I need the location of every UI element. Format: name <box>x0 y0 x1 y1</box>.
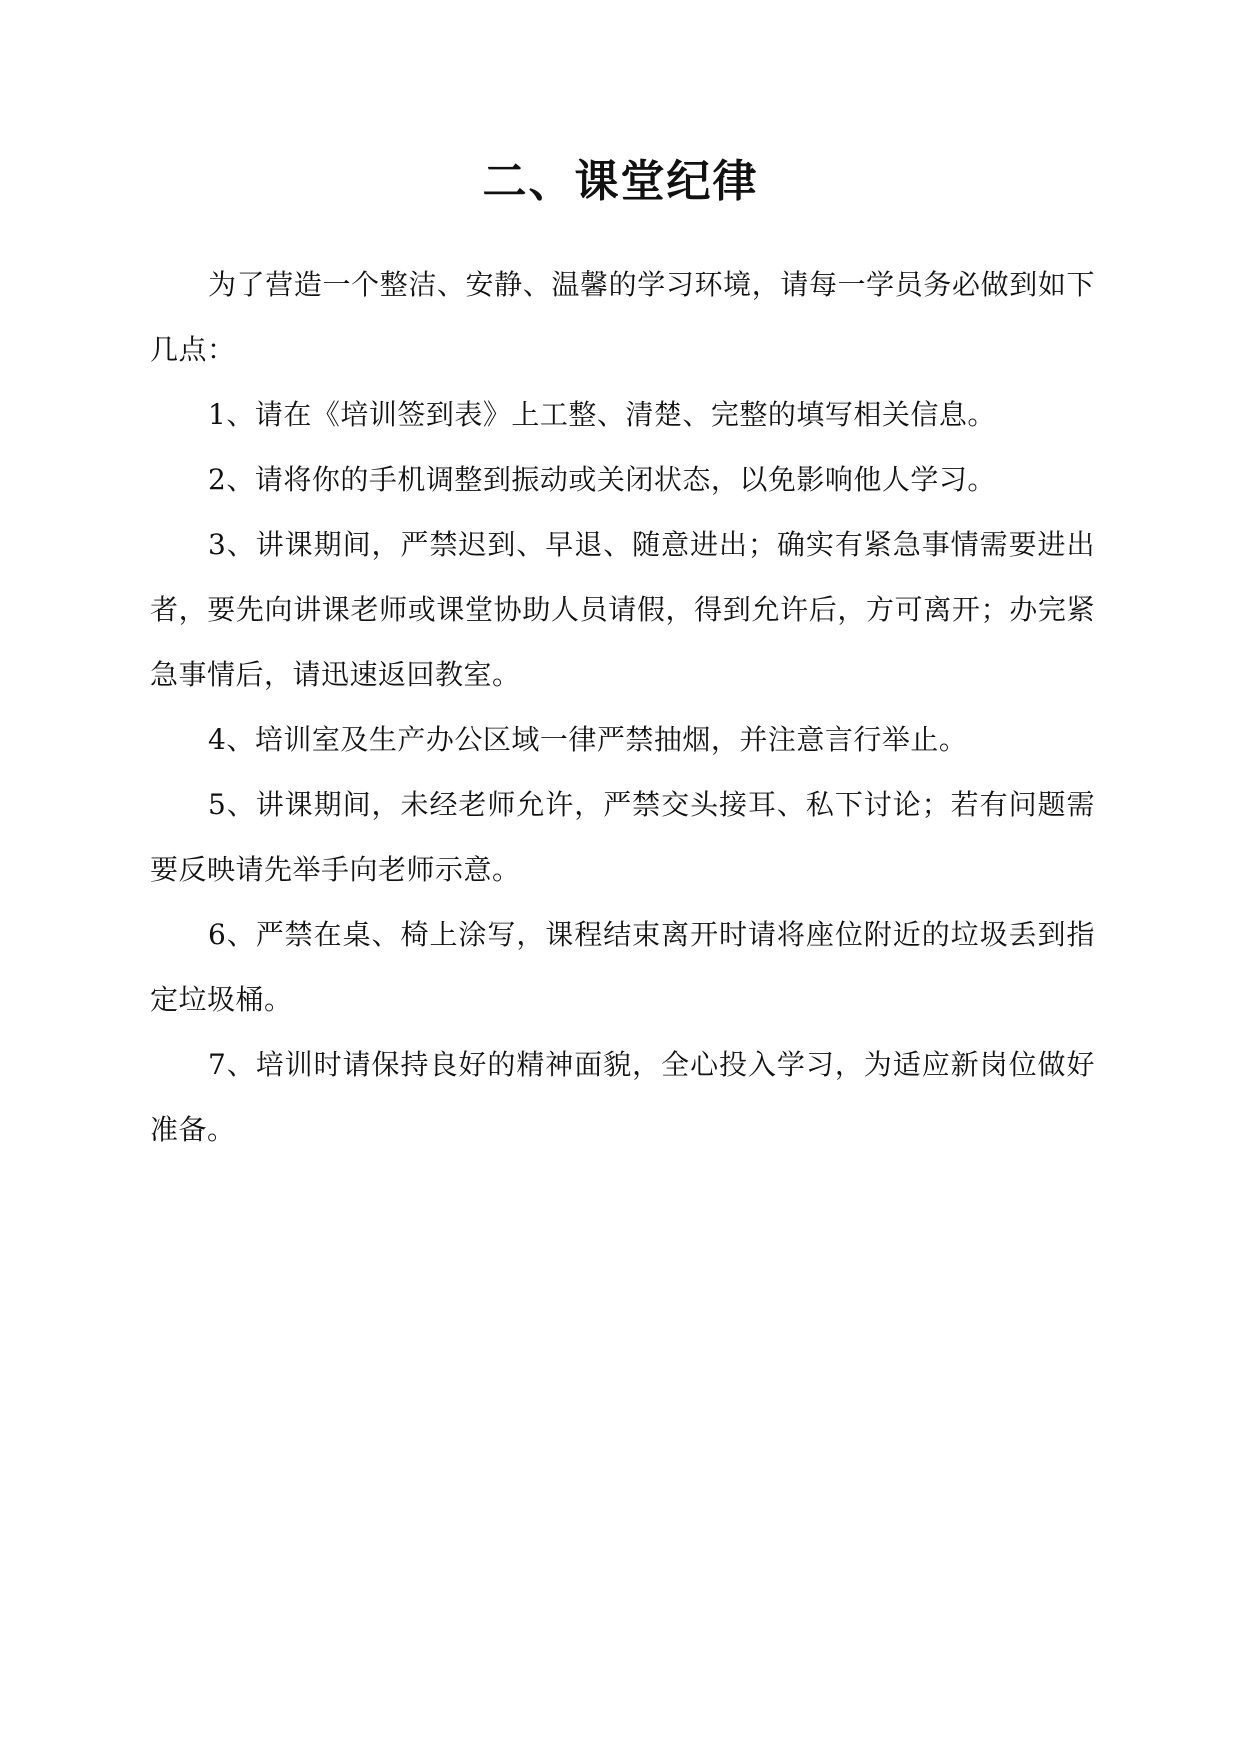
rule-item-7: 7、培训时请保持良好的精神面貌，全心投入学习，为适应新岗位做好准备。 <box>150 1048 1095 1146</box>
page-title: 二、课堂纪律 <box>482 156 759 207</box>
rule-item-5: 5、讲课期间，未经老师允许，严禁交头接耳、私下讨论；若有问题需要反映请先举手向老师示意。 <box>150 788 1095 886</box>
document-body <box>150 252 1095 1162</box>
rule-item-2: 2、请将你的手机调整到振动或关闭状态，以免影响他人学习。 <box>208 463 996 496</box>
rule-item-3: 3、讲课期间，严禁迟到、早退、随意进出；确实有紧急事情需要进出者，要先向讲课老师或课堂协助人员请假，得到允许后，方可离开；办完紧急事情后，请迅速返回教室。 <box>150 528 1095 691</box>
rule-item-4: 4、培训室及生产办公区域一律严禁抽烟，并注意言行举止。 <box>208 723 968 756</box>
intro-paragraph: 为了营造一个整洁、安静、温馨的学习环境，请每一学员务必做到如下几点： <box>150 268 1095 366</box>
rule-item-6: 6、严禁在桌、椅上涂写，课程结束离开时请将座位附近的垃圾丢到指定垃圾桶。 <box>150 918 1095 1016</box>
rule-item-1: 1、请在《培训签到表》上工整、清楚、完整的填写相关信息。 <box>208 398 996 431</box>
